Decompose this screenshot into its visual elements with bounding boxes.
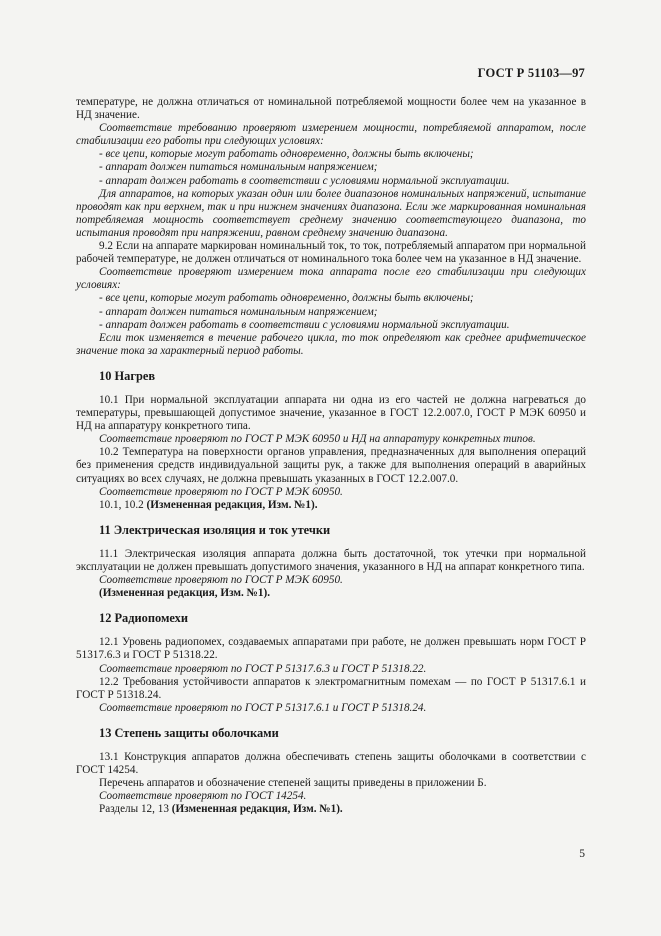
list-item: - аппарат должен питаться номинальным напряжением; <box>99 305 378 318</box>
amendment-note <box>76 499 586 512</box>
list-item: - все цепи, которые могут работать одновременно, должны быть включены; <box>99 292 474 305</box>
amendment-label: (Измененная редакция, Изм. №1). <box>146 498 318 511</box>
section-heading-12: 12 Радиопомехи <box>99 611 188 626</box>
check-paragraph: Соответствие требованию проверяют измерением мощности, потребляемой аппаратом, после стабилизации его работы при следующих условиях: <box>76 122 586 148</box>
paragraph: Если ток изменяется в течение рабочего цикла, то ток определяют как среднее арифметическое значение тока за характерный период работы. <box>76 331 586 357</box>
check-paragraph: Соответствие проверяют измерением тока аппарата после его стабилизации при следующих условиях: <box>76 266 586 292</box>
amendment-label: (Измененная редакция, Изм. №1). <box>99 587 270 600</box>
clause-11-1: 11.1 Электрическая изоляция аппарата должна быть достаточной, ток утечки при нормальной эксплуатации не должен превышать допустимого значения, указанного в НД на аппарат конкретного типа. <box>76 547 586 573</box>
page-number: 5 <box>579 848 585 860</box>
list-item: - аппарат должен работать в соответствии с условиями нормальной эксплуатации. <box>99 318 510 331</box>
section-heading-13: 13 Степень защиты оболочками <box>99 725 279 740</box>
list-item: - аппарат должен работать в соответствии с условиями нормальной эксплуатации. <box>99 174 510 187</box>
check-paragraph: Соответствие проверяют по ГОСТ Р МЭК 60950. <box>99 485 343 498</box>
amendment-label: (Измененная редакция, Изм. №1). <box>171 803 343 816</box>
amendment-prefix: Разделы 12, 13 <box>99 803 169 816</box>
check-paragraph: Соответствие проверяют по ГОСТ Р МЭК 60950. <box>99 574 343 587</box>
clause-9-2: 9.2 Если на аппарате маркирован номинальный ток, то ток, потребляемый аппаратом при нормальной рабочей температуре, не должен отличаться от номинального тока более чем на указанное в НД значение. <box>76 240 586 266</box>
page-content <box>76 96 586 817</box>
paragraph: температуре, не должна отличаться от номинальной потребляемой мощности более чем на указанное в НД значение. <box>76 96 586 122</box>
amendment-prefix: 10.1, 10.2 <box>99 498 144 511</box>
standard-code-header: ГОСТ Р 51103—97 <box>477 66 585 80</box>
clause-10-2: 10.2 Температура на поверхности органов управления, предназначенных для выполнения операций без применения средств индивидуальной защиты рук, а также для выполнения операций в аварийных ситуациях во всех случаях, не должна превышать указанных в ГОСТ 12.2.007.0. <box>76 446 586 485</box>
check-paragraph: Соответствие проверяют по ГОСТ 14254. <box>99 790 307 803</box>
clause-10-1: 10.1 При нормальной эксплуатации аппарата ни одна из его частей не должна нагреваться до температуры, превышающей допустимое значение, указанное в ГОСТ 12.2.007.0, ГОСТ Р МЭК 60950 и НД на аппаратуру конкретного типа. <box>76 393 586 433</box>
list-item: - аппарат должен питаться номинальным напряжением; <box>99 161 378 174</box>
clause-13-1: 13.1 Конструкция аппаратов должна обеспечивать степень защиты оболочками в соответствии с ГОСТ 14254. <box>76 751 586 777</box>
amendment-note <box>76 803 586 816</box>
section-heading-11: 11 Электрическая изоляция и ток утечки <box>99 522 331 537</box>
paragraph: Для аппаратов, на которых указан один или более диапазонов номинальных напряжений, испытание проводят как при верхнем, так и при нижнем значениях диапазона. Если же маркированная номинальная потребляемая мощность соответствует среднему значению соответствующего диапазона, то испытания проводят при напряжении, равном среднему значению диапазона. <box>76 187 586 239</box>
list-item: - все цепи, которые могут работать одновременно, должны быть включены; <box>99 148 474 161</box>
check-paragraph: Соответствие проверяют по ГОСТ Р 51317.6.3 и ГОСТ Р 51318.22. <box>99 662 427 675</box>
section-heading-10: 10 Нагрев <box>99 368 156 383</box>
clause-12-2: 12.2 Требования устойчивости аппаратов к электромагнитным помехам — по ГОСТ Р 51317.6.1 и ГОСТ Р 51318.24. <box>76 675 586 701</box>
check-paragraph: Соответствие проверяют по ГОСТ Р 51317.6.1 и ГОСТ Р 51318.24. <box>99 701 427 714</box>
clause-12-1: 12.1 Уровень радиопомех, создаваемых аппаратами при работе, не должен превышать норм ГОСТ Р 51317.6.3 и ГОСТ Р 51318.22. <box>76 636 586 662</box>
check-paragraph: Соответствие проверяют по ГОСТ Р МЭК 60950 и НД на аппаратуру конкретных типов. <box>99 433 536 446</box>
paragraph: Перечень аппаратов и обозначение степеней защиты приведены в приложении Б. <box>99 777 487 790</box>
